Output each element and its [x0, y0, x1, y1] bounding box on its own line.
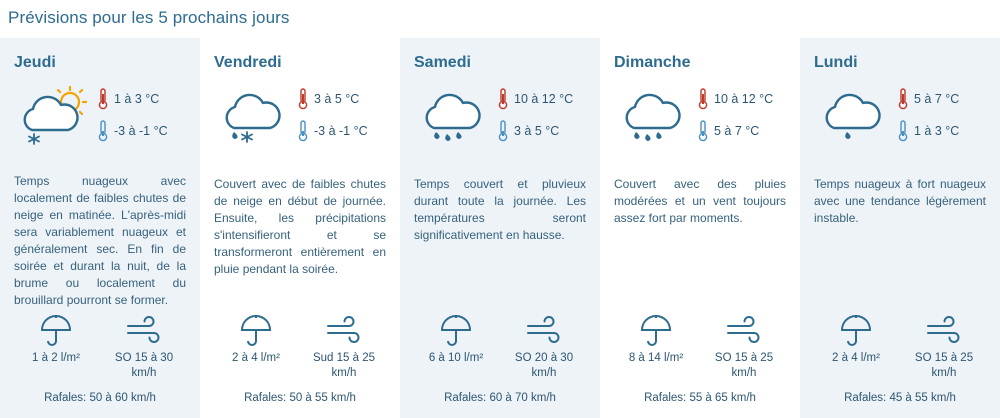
forecast-card-jeudi[interactable] — [0, 38, 200, 418]
temp-high-line — [298, 88, 386, 110]
day-bottom-block — [414, 309, 586, 391]
page-title: Prévisions pour les 5 prochains jours — [8, 8, 290, 27]
temperature-group — [698, 82, 786, 142]
temp-low-line — [898, 120, 986, 142]
day-description: Couvert avec des pluies modérées et un vent toujours assez fort par moments. — [614, 177, 786, 225]
temp-low-value: 5 à 7 °C — [714, 124, 760, 138]
forecast-card-vendredi[interactable] — [200, 38, 400, 418]
day-top-block — [214, 82, 386, 160]
temp-low-value: 3 à 5 °C — [514, 124, 560, 138]
wind-block — [702, 309, 786, 381]
day-top-block — [414, 82, 586, 160]
gust-value: Rafales: 55 à 65 km/h — [644, 392, 756, 404]
temp-high-line — [898, 88, 986, 110]
temp-low-line — [98, 120, 186, 142]
thermometer-high-icon — [698, 88, 708, 110]
cloud-rain-icon — [614, 82, 698, 148]
wind-value: SO 15 à 25 km/h — [914, 352, 974, 379]
wind-icon — [125, 309, 163, 347]
day-bottom-block — [14, 309, 186, 391]
wind-block — [102, 309, 186, 381]
thermometer-low-icon — [298, 120, 308, 142]
cloud-drizzle-icon — [814, 82, 898, 148]
thermometer-low-icon — [898, 120, 908, 142]
day-top-block — [814, 82, 986, 160]
wind-value: SO 20 à 30 km/h — [514, 352, 574, 379]
cloud-rain-icon — [414, 82, 498, 148]
day-bottom-block — [814, 309, 986, 391]
day-description: Temps nuageux avec localement de faibles chutes de neige en matinée. L'après-midi sera variablement nuageux et généralement sec. En fin de soirée et durant la nuit, de la brume ou localement du brouillard pourront se former. — [14, 174, 186, 307]
temperature-group — [298, 82, 386, 142]
temp-low-value: -3 à -1 °C — [314, 124, 368, 138]
temperature-group — [98, 82, 186, 142]
precipitation-block — [814, 309, 898, 381]
gust-value: Rafales: 50 à 55 km/h — [244, 392, 356, 404]
thermometer-low-icon — [498, 120, 508, 142]
temp-low-line — [498, 120, 586, 142]
wind-icon — [725, 309, 763, 347]
forecast-card-samedi[interactable] — [400, 38, 600, 418]
precipitation-value: 6 à 10 l/m² — [428, 352, 484, 364]
day-name: Vendredi — [214, 54, 282, 71]
precipitation-block — [214, 309, 298, 381]
umbrella-icon — [439, 309, 473, 347]
temp-high-value: 1 à 3 °C — [114, 92, 160, 106]
wind-icon — [325, 309, 363, 347]
wind-value: Sud 15 à 25 km/h — [312, 352, 376, 379]
day-description: Temps couvert et pluvieux durant toute la journée. Les températures seront significativement en hausse. — [414, 177, 586, 242]
thermometer-high-icon — [498, 88, 508, 110]
day-description: Couvert avec de faibles chutes de neige en début de journée. Ensuite, les précipitations s'intensifieront et se transformeront entièrement en pluie pendant la soirée. — [214, 177, 386, 276]
temp-high-value: 5 à 7 °C — [914, 92, 960, 106]
precipitation-block — [614, 309, 698, 381]
temp-high-line — [498, 88, 586, 110]
forecast-card-lundi[interactable] — [800, 38, 1000, 418]
gust-value: Rafales: 50 à 60 km/h — [44, 392, 156, 404]
umbrella-icon — [839, 309, 873, 347]
temp-high-value: 3 à 5 °C — [314, 92, 360, 106]
thermometer-high-icon — [898, 88, 908, 110]
temperature-group — [898, 82, 986, 142]
temp-low-value: -3 à -1 °C — [114, 124, 168, 138]
umbrella-icon — [239, 309, 273, 347]
precipitation-value: 1 à 2 l/m² — [32, 352, 80, 364]
temp-high-value: 10 à 12 °C — [514, 92, 574, 106]
gust-value: Rafales: 45 à 55 km/h — [844, 392, 956, 404]
precipitation-block — [414, 309, 498, 381]
cloud-snow-rain-icon — [214, 82, 298, 148]
day-top-block — [614, 82, 786, 160]
day-bottom-block — [614, 309, 786, 391]
wind-block — [502, 309, 586, 381]
thermometer-low-icon — [98, 120, 108, 142]
day-name: Jeudi — [14, 54, 56, 71]
wind-value: SO 15 à 30 km/h — [114, 352, 174, 379]
sun-cloud-snow-icon — [14, 82, 98, 148]
gust-value: Rafales: 60 à 70 km/h — [444, 392, 556, 404]
wind-block — [902, 309, 986, 381]
day-name: Samedi — [414, 54, 471, 71]
forecast-row — [0, 38, 1000, 418]
wind-value: SO 15 à 25 km/h — [714, 352, 774, 379]
temp-high-value: 10 à 12 °C — [714, 92, 774, 106]
wind-block — [302, 309, 386, 381]
temp-low-value: 1 à 3 °C — [914, 124, 960, 138]
day-description: Temps nuageux à fort nuageux avec une tendance légèrement instable. — [814, 177, 986, 225]
temperature-group — [498, 82, 586, 142]
thermometer-low-icon — [698, 120, 708, 142]
forecast-card-dimanche[interactable] — [600, 38, 800, 418]
precipitation-value: 8 à 14 l/m² — [628, 352, 684, 364]
day-top-block — [14, 82, 186, 157]
thermometer-high-icon — [298, 88, 308, 110]
temp-low-line — [298, 120, 386, 142]
precipitation-value: 2 à 4 l/m² — [832, 352, 880, 364]
thermometer-high-icon — [98, 88, 108, 110]
precipitation-block — [14, 309, 98, 381]
wind-icon — [525, 309, 563, 347]
day-bottom-block — [214, 309, 386, 391]
temp-high-line — [698, 88, 786, 110]
temp-low-line — [698, 120, 786, 142]
umbrella-icon — [639, 309, 673, 347]
day-name: Lundi — [814, 54, 858, 71]
precipitation-value: 2 à 4 l/m² — [232, 352, 280, 364]
wind-icon — [925, 309, 963, 347]
temp-high-line — [98, 88, 186, 110]
umbrella-icon — [39, 309, 73, 347]
day-name: Dimanche — [614, 54, 691, 71]
